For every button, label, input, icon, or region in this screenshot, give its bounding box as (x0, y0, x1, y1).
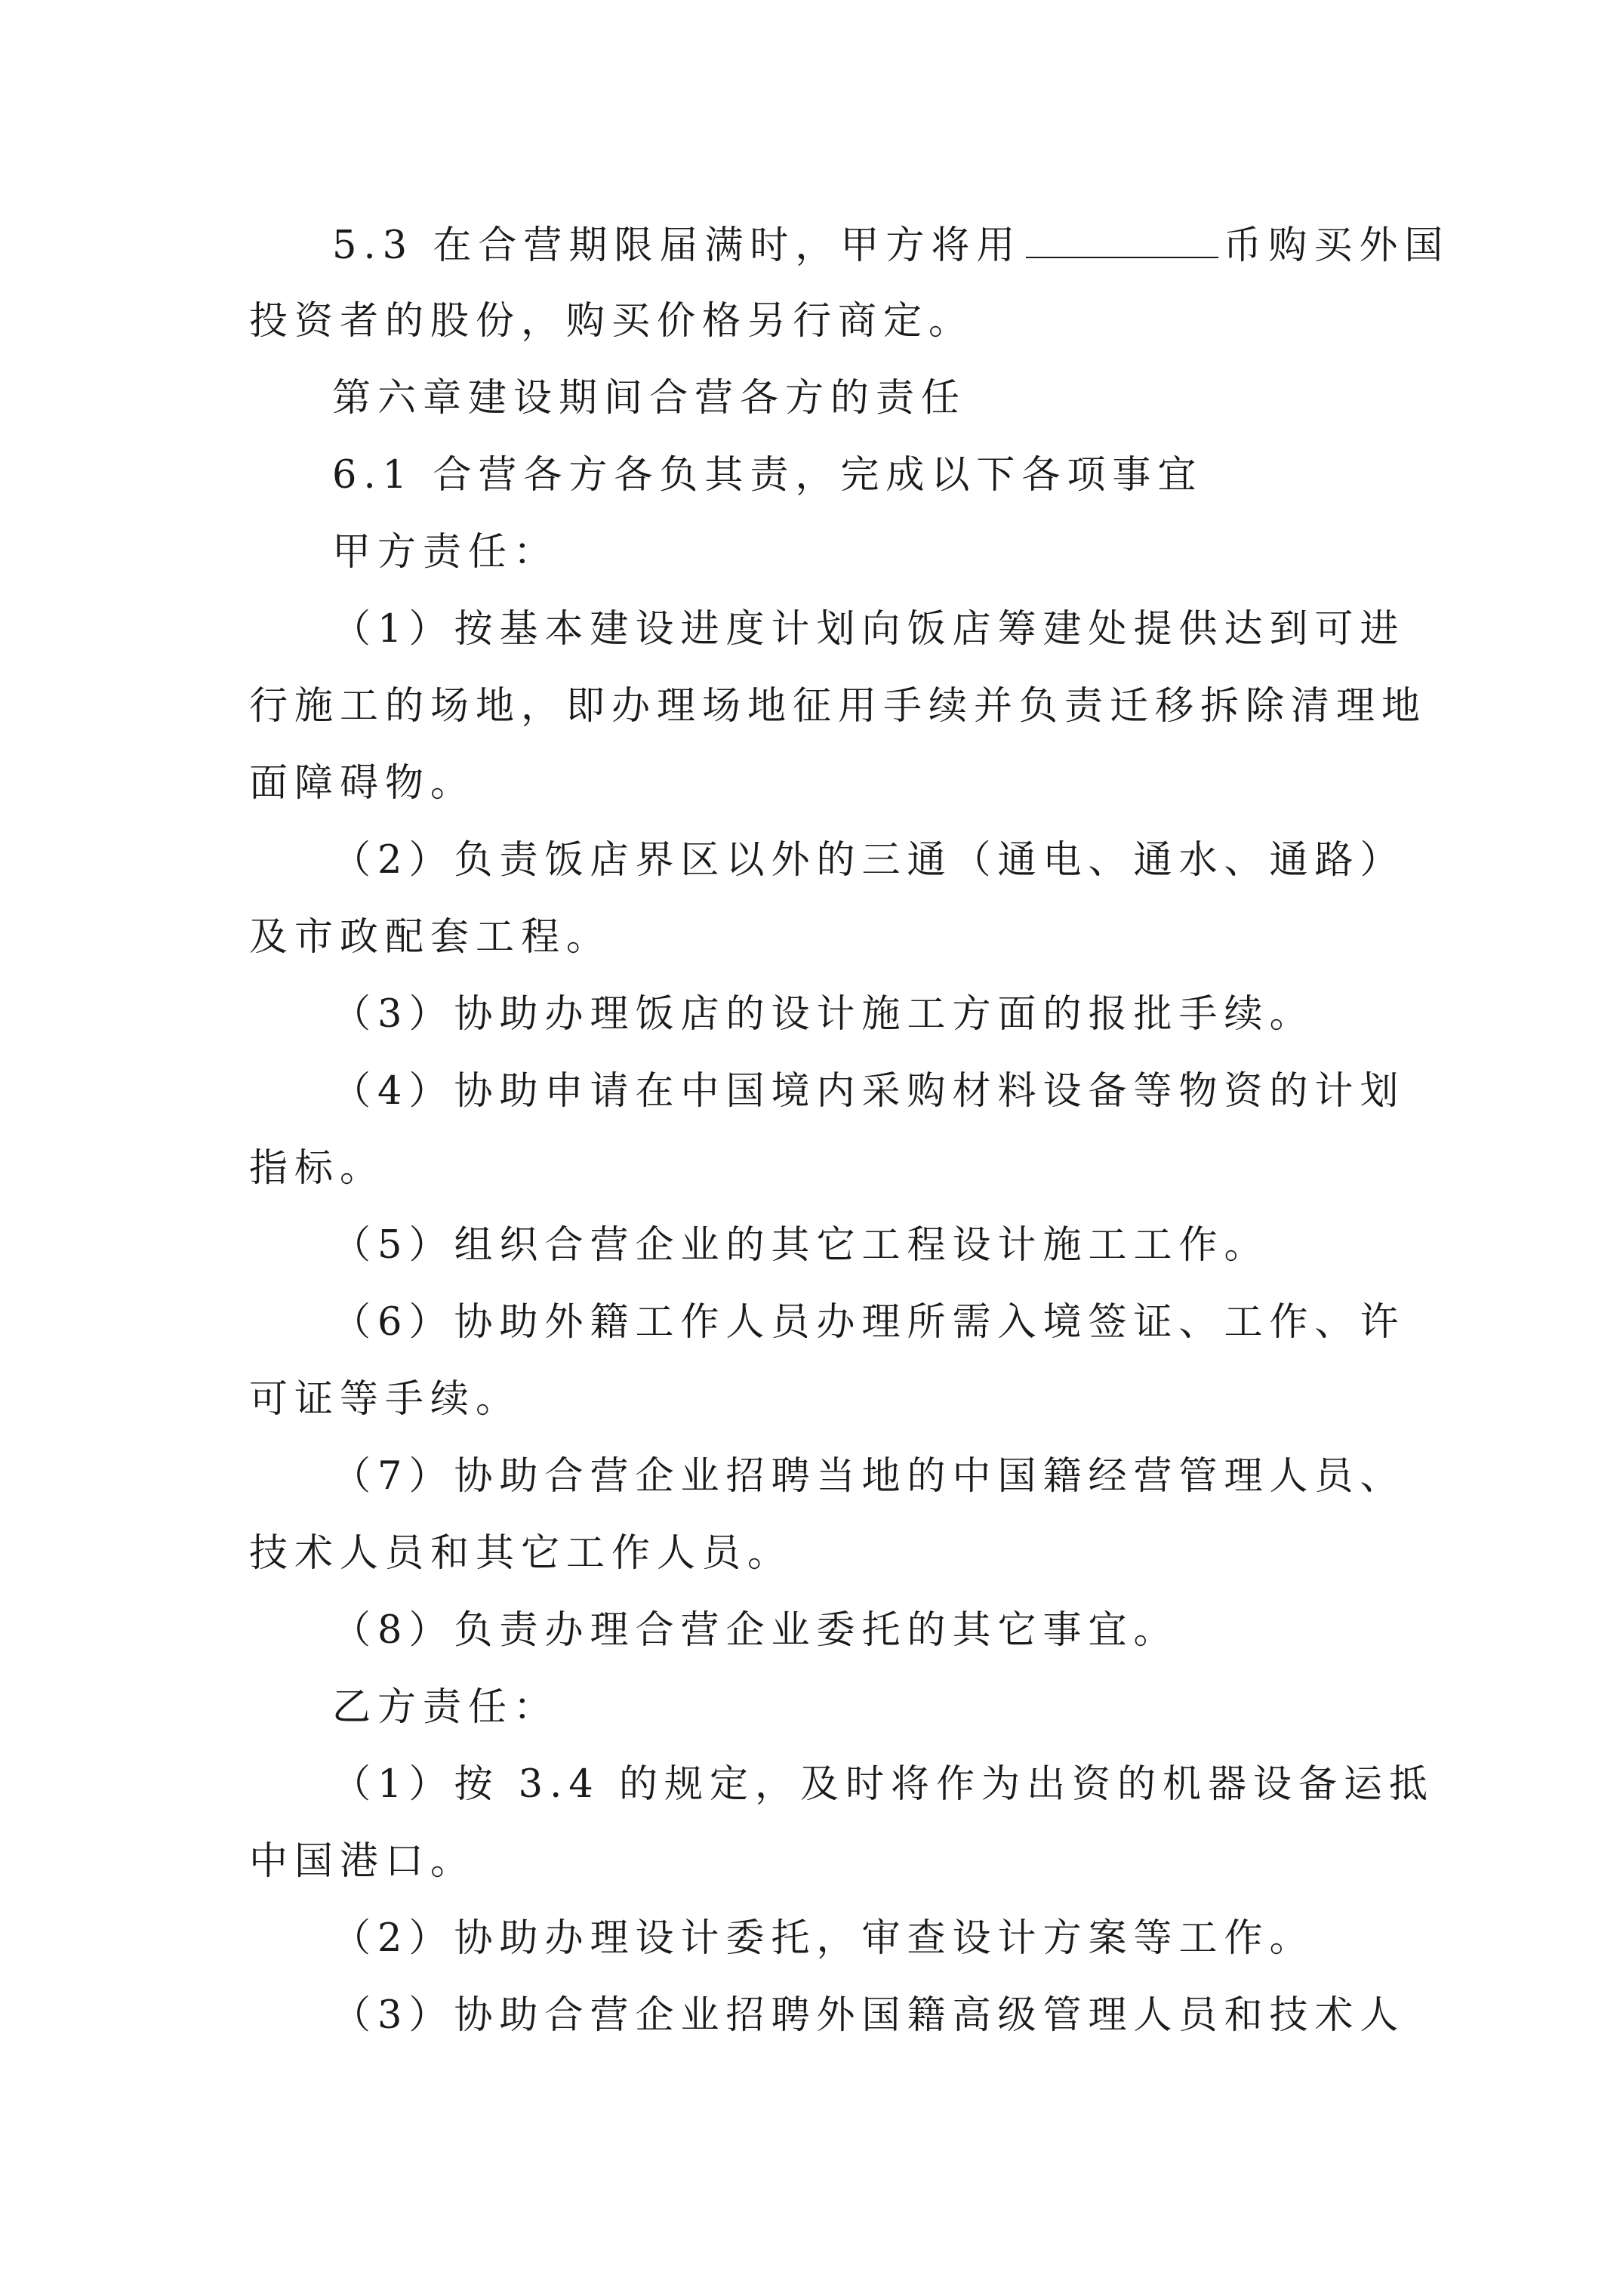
party-b-heading: 乙方责任： (332, 1685, 559, 1730)
party-a-item-1-line-1: （1）按基本建设进度计划向饭店筹建处提供达到可进 (332, 607, 1406, 652)
party-a-item-7-line-1: （7）协助合营企业招聘当地的中国籍经营管理人员、 (332, 1454, 1406, 1499)
party-b-item-1-line-1: （1）按 3.4 的规定，及时将作为出资的机器设备运抵 (332, 1762, 1434, 1807)
chapter-6-heading: 第六章建设期间合营各方的责任 (332, 376, 967, 421)
clause-5-3-text-b: 币购买外国 (1223, 223, 1450, 268)
party-a-item-1-line-3: 面障碍物。 (249, 761, 476, 806)
party-a-heading: 甲方责任： (332, 530, 559, 575)
party-a-item-5: （5）组织合营企业的其它工程设计施工工作。 (332, 1223, 1270, 1268)
clause-6-1-heading: 6.1 合营各方各负其责，完成以下各项事宜 (332, 453, 1203, 498)
currency-blank-field (1026, 222, 1218, 258)
party-b-item-2: （2）协助办理设计委托，审查设计方案等工作。 (332, 1916, 1315, 1961)
clause-5-3-text-a: 5.3 在合营期限届满时，甲方将用 (332, 223, 1022, 268)
party-a-item-7-line-2: 技术人员和其它工作人员。 (249, 1531, 793, 1576)
party-a-item-4-line-2: 指标。 (249, 1146, 386, 1191)
party-b-item-1-line-2: 中国港口。 (249, 1839, 476, 1884)
party-b-item-3-line-1: （3）协助合营企业招聘外国籍高级管理人员和技术人 (332, 1993, 1406, 2038)
party-a-item-3: （3）协助办理饭店的设计施工方面的报批手续。 (332, 992, 1315, 1037)
clause-5-3-line-1 (332, 222, 1464, 269)
party-a-item-8: （8）负责办理合营企业委托的其它事宜。 (332, 1608, 1179, 1653)
party-a-item-4-line-1: （4）协助申请在中国境内采购材料设备等物资的计划 (332, 1069, 1406, 1114)
clause-5-3-line-2: 投资者的股份，购买价格另行商定。 (249, 299, 975, 344)
party-a-item-1-line-2: 行施工的场地，即办理场地征用手续并负责迁移拆除清理地 (249, 684, 1427, 729)
party-a-item-6-line-1: （6）协助外籍工作人员办理所需入境签证、工作、许 (332, 1300, 1406, 1345)
party-a-item-2-line-1: （2）负责饭店界区以外的三通（通电、通水、通路） (332, 838, 1406, 883)
party-a-item-2-line-2: 及市政配套工程。 (249, 915, 612, 960)
party-a-item-6-line-2: 可证等手续。 (249, 1377, 522, 1422)
